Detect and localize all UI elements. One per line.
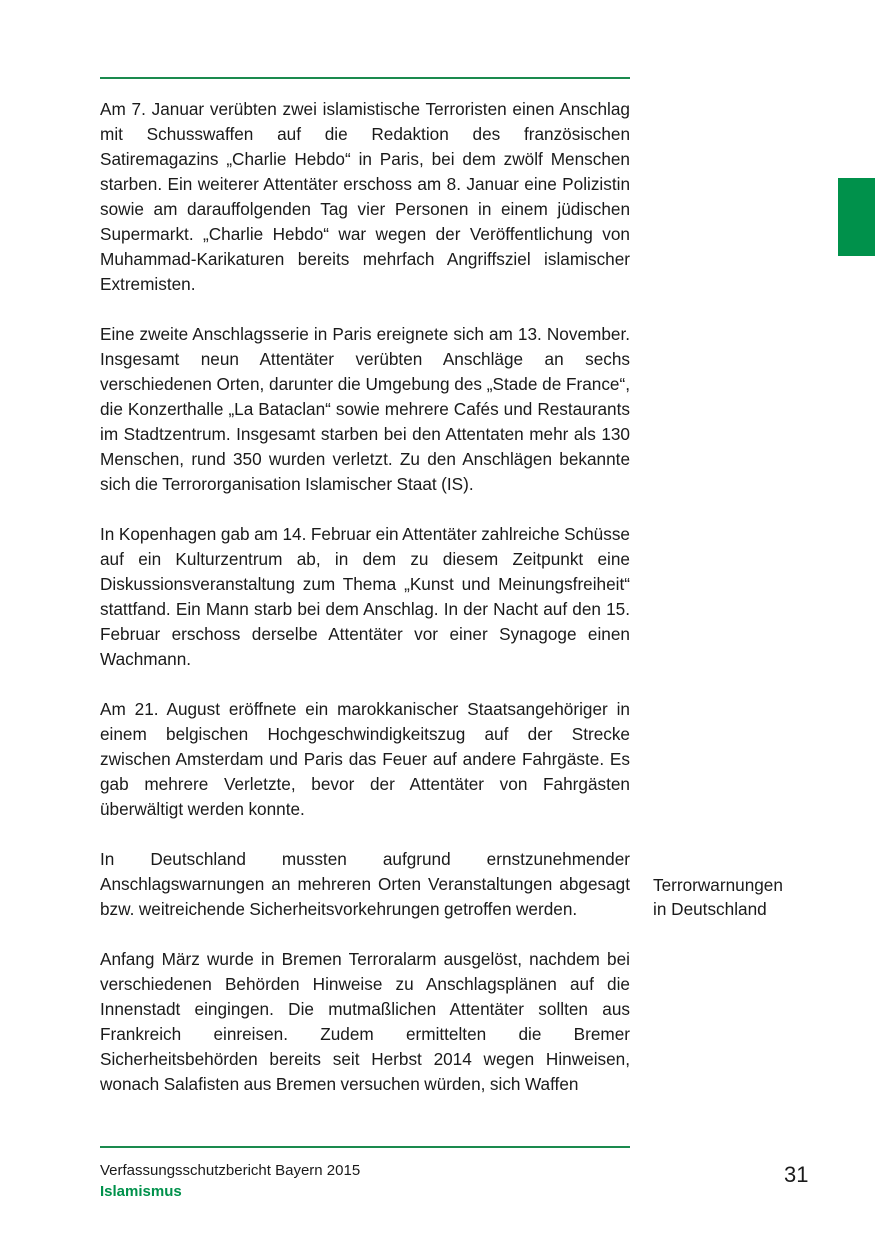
paragraph-bremen: Anfang März wurde in Bremen Terroralarm ausgelöst, nachdem bei verschiedenen Behörden Hinweise zu Anschlagsplänen auf die Innenstadt eingingen. Die mutmaßlichen Attentäter sollten aus Frankreich einreisen. Zudem ermittelten die Bremer Sicherheitsbehörden bereits seit Herbst 2014 wegen Hinweisen, wonach Salafisten aus Bremen versuchen würden, sich Waffen — [100, 949, 630, 1094]
paragraph-charlie-hebdo: Am 7. Januar verübten zwei islamistische Terroristen einen Anschlag mit Schusswaffen auf die Redaktion des französischen Satiremagazins „Charlie Hebdo“ in Paris, bei dem zwölf Menschen starben. Ein weiterer Attentäter erschoss am 8. Januar eine Polizistin sowie am darauffolgenden Tag vier Personen in einem jüdischen Supermarkt. „Charlie Hebdo“ war wegen der Veröffentlichung von Muhammad-Karikaturen bereits mehrfach Angriffsziel islamischer Extremisten. — [100, 99, 630, 294]
margin-note — [653, 873, 823, 921]
top-rule — [100, 77, 630, 79]
margin-note-line-2: in Deutschland — [653, 899, 767, 919]
paragraph-kopenhagen: In Kopenhagen gab am 14. Februar ein Attentäter zahlreiche Schüsse auf ein Kulturzentrum ab, in dem zu diesem Zeitpunkt eine Diskussionsveranstaltung zum Thema „Kunst und Meinungsfreiheit“ stattfand. Ein Mann starb bei dem Anschlag. In der Nacht auf den 15. Februar erschoss derselbe Attentäter vor einer Synagoge einen Wachmann. — [100, 524, 630, 669]
page-number: 31 — [784, 1162, 809, 1187]
footer-section: Islamismus — [100, 1183, 182, 1200]
bottom-rule — [100, 1146, 630, 1148]
paragraph-train-attack: Am 21. August eröffnete ein marokkanischer Staatsangehöriger in einem belgischen Hochgeschwindigkeitszug auf der Strecke zwischen Amsterdam und Paris das Feuer auf andere Fahrgäste. Es gab mehrere Verletzte, bevor der Attentäter von Fahrgästen überwältigt werden konnte. — [100, 699, 630, 819]
chapter-tab-marker — [838, 178, 875, 256]
body-text — [100, 97, 630, 1122]
paragraph-germany-warnings: In Deutschland mussten aufgrund ernstzunehmender Anschlagswarnungen an mehreren Orten Veranstaltungen abgesagt bzw. weitreichende Sicherheitsvorkehrungen getroffen werden. — [100, 849, 630, 919]
footer-title: Verfassungsschutzbericht Bayern 2015 — [100, 1162, 361, 1179]
paragraph-paris-november: Eine zweite Anschlagsserie in Paris ereignete sich am 13. November. Insgesamt neun Attentäter verübten Anschläge an sechs verschiedenen Orten, darunter die Umgebung des „Stade de France“, die Konzerthalle „La Bataclan“ sowie mehrere Cafés und Restaurants im Stadtzentrum. Insgesamt starben bei den Attentaten mehr als 130 Menschen, rund 350 wurden verletzt. Zu den Anschlägen bekannte sich die Terrororganisation Islamischer Staat (IS). — [100, 324, 630, 494]
margin-note-line-1: Terrorwarnungen — [653, 875, 783, 895]
